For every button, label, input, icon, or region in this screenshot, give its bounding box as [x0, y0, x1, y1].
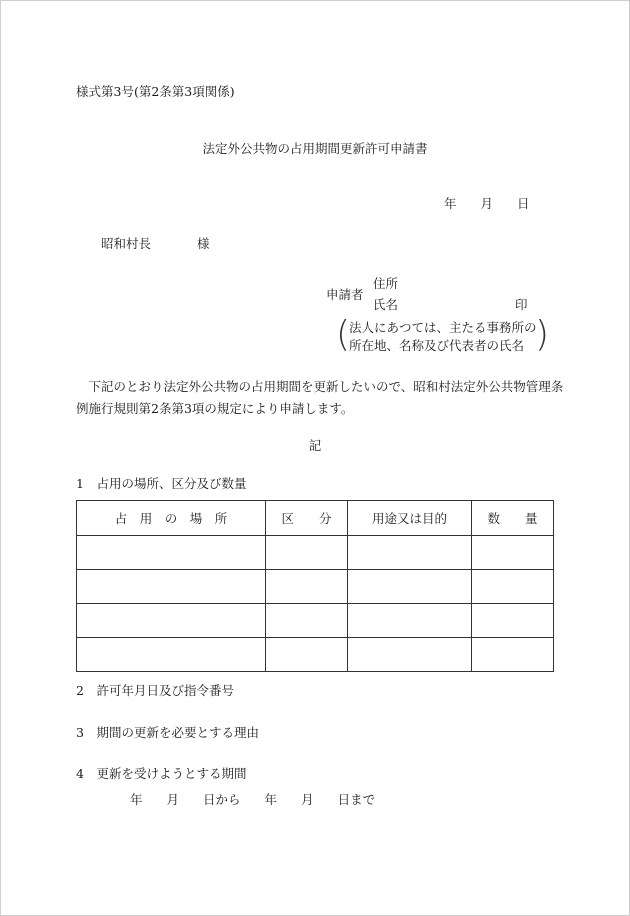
- section-2-heading: 2 許可年月日及び指令番号: [76, 683, 234, 698]
- header-quantity: 数 量: [472, 501, 554, 536]
- cell-category[interactable]: [266, 536, 348, 570]
- header-category: 区 分: [266, 501, 348, 536]
- cell-category[interactable]: [266, 604, 348, 638]
- period-day-from: 日から: [203, 792, 241, 807]
- seal-mark: 印: [515, 297, 528, 312]
- cell-quantity[interactable]: [472, 536, 554, 570]
- table-row: [77, 604, 554, 638]
- cell-place[interactable]: [77, 604, 266, 638]
- cell-purpose[interactable]: [348, 604, 472, 638]
- cell-place[interactable]: [77, 638, 266, 672]
- renewal-period: [130, 794, 375, 807]
- cell-purpose[interactable]: [348, 638, 472, 672]
- right-paren: ): [534, 314, 549, 355]
- left-paren: (: [336, 314, 351, 355]
- addressee-honorific: 様: [197, 236, 210, 251]
- body-text: 下記のとおり法定外公共物の占用期間を更新したいので、昭和村法定外公共物管理条例施行規則第2条第3項の規定により申請します。: [76, 379, 564, 416]
- applicant-label: 申請者: [326, 287, 364, 302]
- date-day: 日: [517, 196, 530, 211]
- table-row: [77, 638, 554, 672]
- period-month-to: 月: [301, 792, 314, 807]
- occupancy-table: [76, 500, 554, 672]
- cell-place[interactable]: [77, 570, 266, 604]
- section-3-heading: 3 期間の更新を必要とする理由: [76, 725, 259, 740]
- table-header-row: [77, 501, 554, 536]
- corporation-note: [336, 314, 549, 355]
- cell-place[interactable]: [77, 536, 266, 570]
- address-label: 住所: [373, 276, 399, 291]
- ki-heading: 記: [308, 438, 322, 453]
- cell-quantity[interactable]: [472, 570, 554, 604]
- table-row: [77, 536, 554, 570]
- date-month: 月: [480, 196, 494, 211]
- header-purpose: 用途又は目的: [348, 501, 472, 536]
- section-4-heading: 4 更新を受けようとする期間: [76, 766, 247, 781]
- cell-quantity[interactable]: [472, 604, 554, 638]
- date-line: [444, 198, 530, 211]
- date-year: 年: [444, 196, 457, 211]
- form-number: 様式第3号(第2条第3項関係): [76, 84, 235, 99]
- corp-note-line2: 所在地、名称及び代表者の氏名: [349, 338, 525, 353]
- corp-note-line1: 法人にあつては、主たる事務所の: [349, 320, 537, 335]
- period-month-from: 月: [166, 792, 180, 807]
- table-row: [77, 570, 554, 604]
- period-year-to: 年: [264, 792, 278, 807]
- period-day-to: 日まで: [337, 792, 376, 807]
- cell-purpose[interactable]: [348, 570, 472, 604]
- cell-category[interactable]: [266, 570, 348, 604]
- cell-purpose[interactable]: [348, 536, 472, 570]
- addressee: [101, 238, 210, 251]
- document-title: 法定外公共物の占用期間更新許可申請書: [202, 141, 428, 156]
- cell-category[interactable]: [266, 638, 348, 672]
- addressee-name: 昭和村長: [101, 236, 152, 251]
- period-year-from: 年: [130, 792, 143, 807]
- section-1-heading: 1 占用の場所、区分及び数量: [76, 476, 247, 491]
- cell-quantity[interactable]: [472, 638, 554, 672]
- header-place: 占 用 の 場 所: [77, 501, 266, 536]
- name-label: 氏名: [373, 297, 399, 312]
